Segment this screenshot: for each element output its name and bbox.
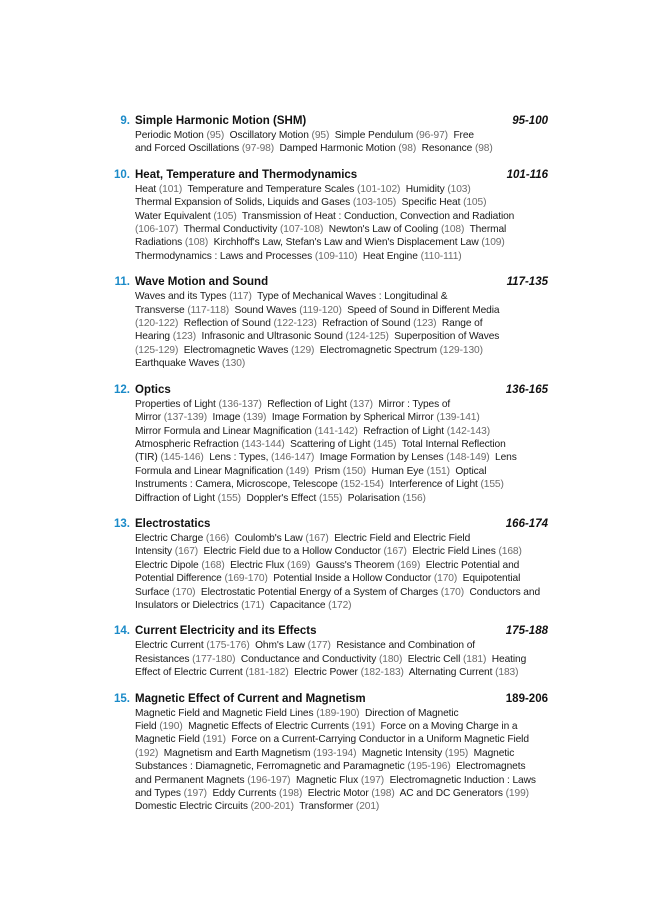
topic-name: Lens : Types, <box>209 452 269 464</box>
topic-name: Magnetic Field and Magnetic Field Lines <box>135 707 314 719</box>
topic-page-ref: (201) <box>355 801 380 813</box>
chapter-page-range: 166-174 <box>505 517 548 530</box>
topic-line <box>135 599 548 612</box>
topic-name: Magnetic Field <box>135 734 200 746</box>
toc-entry <box>108 691 548 814</box>
chapter-number: 14. <box>114 625 130 638</box>
topic-line <box>135 465 548 478</box>
topic-page-ref: (190) <box>159 721 183 732</box>
topic-page-ref: (155) <box>217 492 241 504</box>
chapter-title: Electrostatics <box>135 517 211 530</box>
table-of-contents <box>108 113 548 825</box>
topic-name: Substances : Diamagnetic, Ferromagnetic and Paramagnetic <box>135 761 405 773</box>
topic-page-ref: (177) <box>307 640 331 652</box>
chapter-title: Optics <box>135 383 171 396</box>
topic-page-ref: (109-110) <box>314 250 358 262</box>
topic-page-ref: (177-180) <box>192 653 236 665</box>
topic-name: Superposition of Waves <box>394 331 500 343</box>
topic-name: Gauss's Theorem <box>315 559 395 571</box>
topic-line <box>135 411 548 424</box>
topic-page-ref: (152-154) <box>340 479 384 491</box>
topic-page-ref: (170) <box>433 573 458 585</box>
topic-page-ref: (105) <box>213 210 237 222</box>
topic-name: Image Formation by Spherical Mirror <box>271 412 434 424</box>
topic-page-ref: (168) <box>498 546 522 558</box>
topic-line <box>135 223 548 236</box>
topic-name: Electric Charge <box>135 532 204 544</box>
topic-name: Electric Dipole <box>135 559 199 571</box>
topic-line <box>135 438 548 451</box>
chapter-heading <box>108 382 548 398</box>
topic-page-ref: (137-139) <box>163 412 208 424</box>
chapter-title: Magnetic Effect of Current and Magnetism <box>135 692 366 705</box>
topic-name: Thermal Expansion of Solids, Liquids and Gases <box>135 197 351 209</box>
topic-page-ref: (197) <box>360 774 385 786</box>
topic-name: Humidity <box>405 183 445 195</box>
topic-page-ref: (169) <box>396 559 421 571</box>
topic-name: Oscillatory Motion <box>229 130 309 141</box>
topic-name: Simple Pendulum <box>334 130 414 141</box>
topic-page-ref: (136-137) <box>218 398 262 410</box>
topic-name: Speed of Sound in Different Media <box>347 304 500 316</box>
topic-page-ref: (170) <box>440 586 465 598</box>
topic-page-ref: (195) <box>444 747 469 759</box>
topic-page-ref: (150) <box>342 465 367 477</box>
topic-name: Waves and its Types <box>135 291 227 303</box>
topic-name: Intensity <box>135 546 173 558</box>
topic-page-ref: (107-108) <box>279 224 324 236</box>
topic-name: Potential Inside a Hollow Conductor <box>273 573 432 585</box>
topic-page-ref: (156) <box>402 492 426 504</box>
topic-page-ref: (197) <box>183 788 207 800</box>
topic-page-ref: (96-97) <box>415 130 448 141</box>
topic-page-ref: (183) <box>495 667 519 679</box>
topic-page-ref: (149) <box>285 465 310 477</box>
topic-list <box>135 532 548 612</box>
topic-list <box>135 639 548 679</box>
topic-page-ref: (166) <box>205 532 230 544</box>
topic-line <box>135 492 548 505</box>
topic-name: Mirror <box>135 412 161 424</box>
topic-line <box>135 733 548 746</box>
topic-name: Magnetic <box>473 747 515 759</box>
topic-name: Magnetic Intensity <box>361 747 443 759</box>
topic-name: Hearing <box>135 331 170 343</box>
topic-name: Free <box>453 130 474 141</box>
chapter-page-range: 95-100 <box>512 115 548 127</box>
topic-name: Electric Field due to a Hollow Conductor <box>203 546 381 558</box>
topic-line <box>135 747 548 760</box>
topic-page-ref: (129) <box>291 344 315 356</box>
topic-page-ref: (98) <box>398 143 417 155</box>
topic-name: Formula and Linear Magnification <box>135 465 283 477</box>
chapter-title: Heat, Temperature and Thermodynamics <box>135 168 358 181</box>
topic-name: Type of Mechanical Waves : Longitudinal & <box>257 291 448 303</box>
topic-name: Scattering of Light <box>290 438 371 450</box>
topic-list <box>135 398 548 505</box>
chapter-heading <box>108 516 548 532</box>
topic-name: Resistances <box>135 653 190 665</box>
topic-line <box>135 451 548 464</box>
topic-line <box>135 357 548 370</box>
topic-page-ref: (95) <box>311 130 330 141</box>
topic-line <box>135 196 548 209</box>
topic-name: Polarisation <box>347 492 400 504</box>
topic-name: Electric Flux <box>230 559 285 571</box>
chapter-number: 11. <box>114 276 130 289</box>
topic-page-ref: (119-120) <box>299 304 342 316</box>
toc-entry <box>108 167 548 263</box>
topic-name: Optical <box>455 465 487 477</box>
topic-name: Image <box>212 412 241 424</box>
topic-name: Potential Difference <box>135 573 222 585</box>
topic-name: Specific Heat <box>401 197 461 209</box>
topic-name: Lens <box>495 452 517 464</box>
topic-name: Reflection of Sound <box>183 318 271 330</box>
toc-entry <box>108 623 548 679</box>
topic-name: Periodic Motion <box>135 130 204 141</box>
topic-line <box>135 317 548 330</box>
chapter-title: Wave Motion and Sound <box>135 276 269 289</box>
topic-page-ref: (170) <box>172 586 196 598</box>
topic-name: Electromagnets <box>456 761 526 773</box>
topic-name: Electric Cell <box>407 653 461 665</box>
topic-page-ref: (108) <box>440 224 465 236</box>
topic-name: Force on a Current-Carrying Conductor in a Uniform Magnetic Field <box>231 734 529 746</box>
topic-list <box>135 707 548 814</box>
topic-list <box>135 129 548 156</box>
topic-name: Magnetic Flux <box>295 774 359 786</box>
topic-name: Damped Harmonic Motion <box>279 143 396 155</box>
topic-name: Capacitance <box>269 599 326 611</box>
topic-name: Ohm's Law <box>255 640 305 652</box>
topic-line <box>135 586 548 599</box>
topic-name: Atmospheric Refraction <box>135 438 239 450</box>
toc-entry <box>108 516 548 612</box>
topic-page-ref: (103) <box>447 183 471 195</box>
chapter-number: 9. <box>120 115 130 127</box>
topic-name: Transformer <box>299 801 354 813</box>
chapter-heading <box>108 167 548 183</box>
topic-page-ref: (122-123) <box>273 318 317 330</box>
topic-page-ref: (155) <box>318 492 343 504</box>
topic-line <box>135 330 548 343</box>
topic-page-ref: (145-146) <box>160 452 204 464</box>
topic-name: Surface <box>135 586 170 598</box>
topic-page-ref: (109) <box>481 237 505 249</box>
topic-page-ref: (117) <box>229 291 252 303</box>
topic-page-ref: (195-196) <box>407 761 451 773</box>
topic-page-ref: (139) <box>243 412 267 424</box>
topic-page-ref: (139-141) <box>436 412 480 424</box>
topic-page-ref: (130) <box>221 358 246 370</box>
topic-page-ref: (191) <box>351 721 375 732</box>
topic-page-ref: (175-176) <box>206 640 250 652</box>
topic-name: Effect of Electric Current <box>135 667 243 679</box>
topic-name: Water Equivalent <box>135 210 211 222</box>
chapter-number: 15. <box>114 692 130 705</box>
topic-name: Eddy Currents <box>212 788 277 800</box>
topic-name: Refraction of Light <box>363 425 444 437</box>
chapter-title: Current Electricity and its Effects <box>135 625 317 638</box>
chapter-heading <box>108 623 548 639</box>
topic-page-ref: (148-149) <box>446 452 490 464</box>
topic-line <box>135 304 548 317</box>
topic-page-ref: (97-98) <box>241 143 275 155</box>
chapter-heading <box>108 274 548 290</box>
topic-name: Magnetic Effects of Electric Currents <box>188 721 349 732</box>
topic-page-ref: (172) <box>328 599 352 611</box>
topic-name: Doppler's Effect <box>246 492 317 504</box>
topic-page-ref: (198) <box>279 788 303 800</box>
topic-line <box>135 532 548 545</box>
topic-list <box>135 290 548 370</box>
topic-page-ref: (145) <box>373 438 397 450</box>
topic-name: Range of <box>441 318 483 330</box>
toc-entry <box>108 274 548 370</box>
topic-line <box>135 142 548 155</box>
topic-page-ref: (169-170) <box>224 573 268 585</box>
topic-line <box>135 290 548 303</box>
chapter-number: 13. <box>114 517 130 530</box>
topic-line <box>135 787 548 800</box>
topic-line <box>135 760 548 773</box>
topic-page-ref: (123) <box>172 331 197 343</box>
chapter-heading <box>108 113 548 129</box>
topic-name: Interference of Light <box>389 479 478 491</box>
topic-name: and Forced Oscillations <box>135 143 240 155</box>
chapter-page-range: 101-116 <box>506 168 548 181</box>
topic-name: Transmission of Heat : Conduction, Convection and Radiation <box>241 210 515 222</box>
topic-name: Properties of Light <box>135 398 216 410</box>
topic-name: and Permanent Magnets <box>135 774 245 786</box>
topic-name: Earthquake Waves <box>135 358 220 370</box>
topic-page-ref: (198) <box>371 788 395 800</box>
topic-name: Electric Field Lines <box>412 546 496 558</box>
topic-name: Conductance and Conductivity <box>240 653 377 665</box>
topic-name: Electric Potential and <box>425 559 520 571</box>
topic-page-ref: (125-129) <box>135 344 179 356</box>
chapter-heading <box>108 691 548 707</box>
topic-name: Electric Motor <box>307 788 369 800</box>
topic-name: Refraction of Sound <box>322 318 411 330</box>
topic-line <box>135 250 548 263</box>
topic-page-ref: (169) <box>287 559 311 571</box>
topic-name: and Types <box>135 788 181 800</box>
topic-name: Heating <box>491 653 527 665</box>
topic-page-ref: (117-118) <box>187 304 230 316</box>
topic-line <box>135 344 548 357</box>
topic-line <box>135 800 548 813</box>
topic-page-ref: (182-183) <box>360 667 404 679</box>
topic-name: Field <box>135 721 157 732</box>
topic-page-ref: (123) <box>413 318 437 330</box>
topic-name: Domestic Electric Circuits <box>135 801 248 813</box>
topic-line <box>135 559 548 572</box>
topic-name: Resistance and Combination of <box>336 640 476 652</box>
topic-page-ref: (129-130) <box>439 344 483 356</box>
topic-name: Force on a Moving Charge in a <box>380 721 518 732</box>
topic-page-ref: (105) <box>463 197 487 209</box>
topic-line <box>135 478 548 491</box>
topic-name: Total Internal Reflection <box>401 438 506 450</box>
topic-page-ref: (191) <box>202 734 226 746</box>
topic-name: Electric Field and Electric Field <box>334 532 471 544</box>
topic-name: Prism <box>314 465 341 477</box>
topic-page-ref: (181) <box>462 653 487 665</box>
topic-page-ref: (168) <box>201 559 225 571</box>
topic-page-ref: (193-194) <box>313 747 357 759</box>
topic-name: Magnetism and Earth Magnetism <box>163 747 311 759</box>
topic-page-ref: (143-144) <box>241 438 285 450</box>
topic-name: Human Eye <box>371 465 424 477</box>
chapter-page-range: 136-165 <box>505 383 548 396</box>
topic-name: Temperature and Temperature Scales <box>187 183 355 195</box>
topic-name: Electric Current <box>135 640 204 652</box>
topic-name: Newton's Law of Cooling <box>328 224 439 236</box>
topic-line <box>135 774 548 787</box>
topic-line <box>135 425 548 438</box>
topic-name: Instruments : Camera, Microscope, Telescope <box>135 479 338 491</box>
topic-name: Diffraction of Light <box>135 492 215 504</box>
topic-name: Coulomb's Law <box>234 532 303 544</box>
topic-name: Image Formation by Lenses <box>319 452 444 464</box>
topic-page-ref: (200-201) <box>250 801 294 813</box>
topic-page-ref: (108) <box>184 237 209 249</box>
topic-name: Alternating Current <box>408 667 493 679</box>
topic-line <box>135 720 548 733</box>
topic-name: Resonance <box>421 143 473 155</box>
toc-entry <box>108 382 548 505</box>
chapter-title: Simple Harmonic Motion (SHM) <box>135 115 307 127</box>
topic-page-ref: (137) <box>349 398 373 410</box>
topic-name: Infrasonic and Ultrasonic Sound <box>201 331 343 343</box>
topic-name: Thermodynamics : Laws and Processes <box>135 250 313 262</box>
topic-page-ref: (141-142) <box>314 425 358 437</box>
topic-page-ref: (95) <box>206 130 225 141</box>
topic-name: Heat Engine <box>362 250 418 262</box>
topic-page-ref: (199) <box>505 788 529 800</box>
topic-name: Electromagnetic Waves <box>183 344 289 356</box>
topic-name: Mirror Formula and Linear Magnification <box>135 425 312 437</box>
topic-line <box>135 398 548 411</box>
topic-name: Equipotential <box>462 573 521 585</box>
topic-name: (TIR) <box>135 452 158 464</box>
topic-line <box>135 639 548 652</box>
topic-name: Electromagnetic Induction : Laws <box>389 774 536 786</box>
topic-line <box>135 707 548 720</box>
topic-name: Radiations <box>135 237 183 249</box>
topic-page-ref: (151) <box>426 465 450 477</box>
topic-name: Kirchhoff's Law, Stefan's Law and Wien's Displacement Law <box>213 237 479 249</box>
topic-name: Transverse <box>135 304 185 316</box>
chapter-number: 10. <box>114 168 130 181</box>
topic-page-ref: (167) <box>305 532 329 544</box>
chapter-page-range: 117-135 <box>506 276 548 289</box>
topic-name: Electrostatic Potential Energy of a System of Charges <box>200 586 438 598</box>
topic-page-ref: (110-111) <box>420 250 462 262</box>
topic-page-ref: (124-125) <box>345 331 389 343</box>
topic-line <box>135 210 548 223</box>
topic-page-ref: (196-197) <box>247 774 291 786</box>
topic-name: Mirror : Types of <box>378 398 451 410</box>
chapter-page-range: 189-206 <box>505 692 548 705</box>
topic-page-ref: (98) <box>474 143 493 155</box>
topic-page-ref: (106-107) <box>135 224 179 236</box>
topic-page-ref: (103-105) <box>352 197 397 209</box>
toc-entry <box>108 113 548 156</box>
topic-name: Direction of Magnetic <box>364 707 459 719</box>
topic-name: Electromagnetic Spectrum <box>319 344 437 356</box>
topic-line <box>135 183 548 196</box>
topic-page-ref: (146-147) <box>271 452 315 464</box>
topic-line <box>135 236 548 249</box>
topic-name: Heat <box>135 183 157 195</box>
topic-name: AC and DC Generators <box>399 788 503 800</box>
topic-page-ref: (167) <box>174 546 199 558</box>
topic-list <box>135 183 548 263</box>
topic-page-ref: (189-190) <box>316 707 360 719</box>
topic-name: Sound Waves <box>234 304 297 316</box>
topic-name: Thermal Conductivity <box>183 224 278 236</box>
chapter-number: 12. <box>114 383 130 396</box>
topic-name: Reflection of Light <box>267 398 347 410</box>
topic-page-ref: (142-143) <box>446 425 491 437</box>
topic-line <box>135 572 548 585</box>
chapter-page-range: 175-188 <box>505 625 548 638</box>
topic-line <box>135 129 548 142</box>
topic-name: Insulators or Dielectrics <box>135 599 239 611</box>
topic-line <box>135 653 548 666</box>
topic-page-ref: (181-182) <box>245 667 289 679</box>
topic-page-ref: (120-122) <box>135 318 179 330</box>
topic-name: Thermal <box>469 224 507 236</box>
topic-name: Conductors and <box>469 586 541 598</box>
topic-page-ref: (192) <box>135 747 159 759</box>
topic-name: Electric Power <box>294 667 358 679</box>
topic-page-ref: (101-102) <box>357 183 401 195</box>
topic-page-ref: (101) <box>158 183 183 195</box>
topic-page-ref: (180) <box>379 653 403 665</box>
topic-page-ref: (167) <box>383 546 407 558</box>
topic-page-ref: (171) <box>241 599 265 611</box>
topic-line <box>135 545 548 558</box>
topic-page-ref: (155) <box>480 479 504 491</box>
topic-line <box>135 666 548 679</box>
